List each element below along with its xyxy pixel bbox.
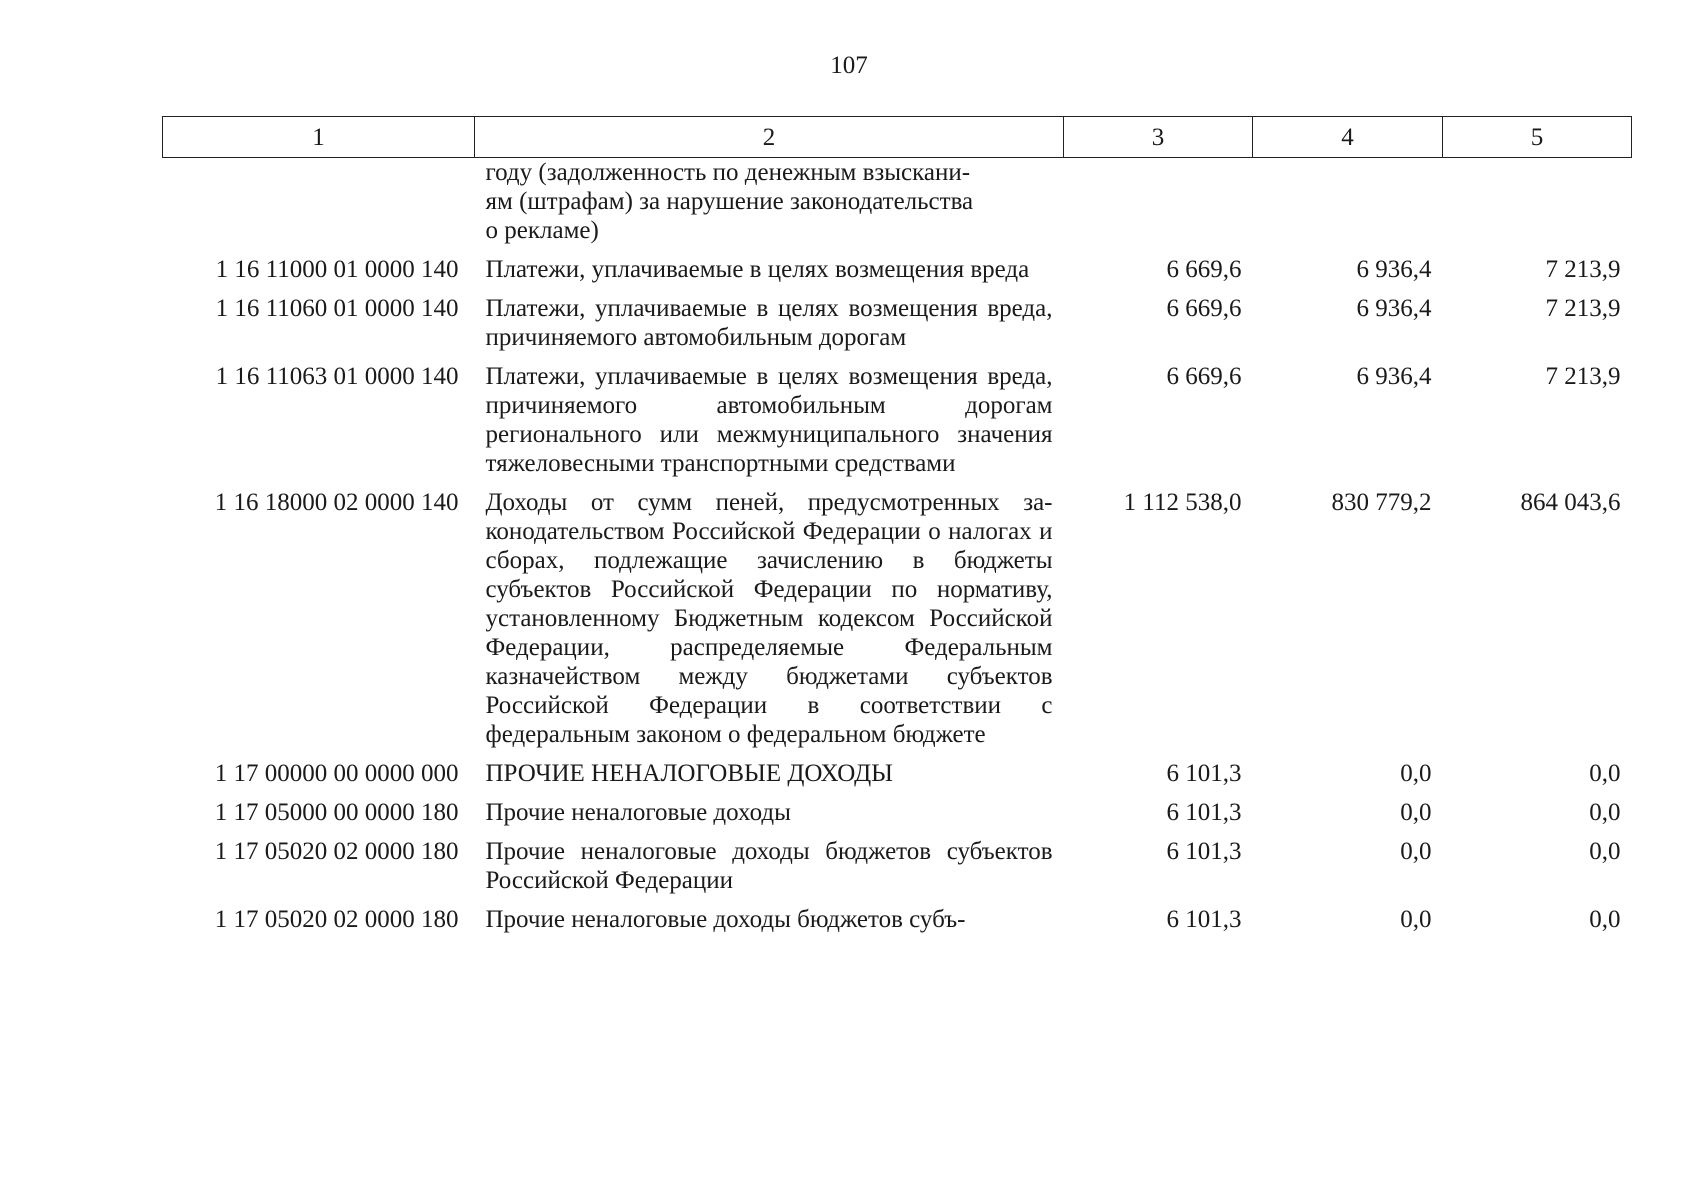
income-description: Платежи, уплачиваемые в целях возмещения вреда — [485, 256, 1030, 283]
value-col-4: 6 936,4 — [1356, 295, 1432, 322]
value-col-3: 6 669,6 — [1166, 295, 1242, 322]
table-row — [163, 289, 1632, 357]
income-description: ПРОЧИЕ НЕНАЛОГОВЫЕ ДОХОДЫ — [485, 760, 893, 787]
income-description: Доходы от сумм пеней, предусмотренных законодательством Российской Федерации о налогах и сборах, подлежащие зачислению в бюджеты субъектов Российской Федерации по нормативу, установленному Бюджетным кодексом Российской Федерации, распределяемые Федеральным казначейством между бюджетами субъектов Российской Федерации в соответствии с федеральным законом о федеральном бюджете — [485, 489, 1053, 748]
value-col-3: 6 101,3 — [1166, 799, 1242, 826]
value-col-5: 7 213,9 — [1545, 363, 1621, 390]
column-header-1: 1 — [163, 117, 475, 158]
budget-code: 1 16 11063 01 0000 140 — [215, 363, 459, 390]
budget-code: 1 16 18000 02 0000 140 — [214, 489, 459, 516]
budget-code: 1 17 05020 02 0000 180 — [214, 906, 459, 933]
table-row — [163, 793, 1632, 832]
value-col-4: 0,0 — [1400, 799, 1432, 826]
income-description: Прочие неналоговые доходы бюджетов субъектов Российской Федерации — [485, 838, 1053, 894]
column-header-4: 4 — [1253, 117, 1443, 158]
value-col-3: 6 669,6 — [1166, 363, 1242, 390]
column-header-5: 5 — [1443, 117, 1632, 158]
value-col-4 — [1253, 158, 1443, 251]
value-col-5: 0,0 — [1589, 906, 1621, 933]
value-col-5: 7 213,9 — [1545, 256, 1621, 283]
value-col-5: 0,0 — [1589, 760, 1621, 787]
budget-code: 1 16 11000 01 0000 140 — [215, 256, 459, 283]
income-description: Платежи, уплачиваемые в целях возмещения вреда, причиняемого автомобильным дорогам регионального или межмуниципального значения тяжеловесными транспортными средствами — [485, 363, 1053, 477]
value-col-3: 1 112 538,0 — [1123, 489, 1242, 516]
table-row — [163, 754, 1632, 793]
value-col-4: 6 936,4 — [1356, 256, 1432, 283]
income-description: году (задолженность по денежным взыскани- ям (штрафам) за нарушение законодательства о рекламе) — [485, 159, 974, 244]
budget-code: 1 17 05020 02 0000 180 — [214, 838, 459, 865]
value-col-3: 6 101,3 — [1166, 838, 1242, 865]
column-header-3: 3 — [1064, 117, 1253, 158]
value-col-4: 0,0 — [1400, 838, 1432, 865]
table-row — [163, 483, 1632, 754]
value-col-3: 6 101,3 — [1166, 760, 1242, 787]
page-number: 107 — [830, 52, 868, 79]
value-col-3: 6 669,6 — [1166, 256, 1242, 283]
table-row — [163, 158, 1632, 251]
budget-code — [163, 158, 475, 251]
budget-table — [162, 116, 1632, 939]
column-header-2: 2 — [475, 117, 1064, 158]
value-col-5: 0,0 — [1589, 838, 1621, 865]
income-description: Прочие неналоговые доходы — [485, 799, 791, 826]
table-row — [163, 357, 1632, 483]
budget-code: 1 17 00000 00 0000 000 — [214, 760, 459, 787]
table-row — [163, 250, 1632, 289]
value-col-4: 6 936,4 — [1356, 363, 1432, 390]
value-col-3 — [1064, 158, 1253, 251]
value-col-3: 6 101,3 — [1166, 906, 1242, 933]
value-col-4: 0,0 — [1400, 906, 1432, 933]
value-col-5: 864 043,6 — [1520, 489, 1621, 516]
value-col-5 — [1443, 158, 1632, 251]
value-col-4: 830 779,2 — [1331, 489, 1432, 516]
income-description: Прочие неналоговые доходы бюджетов субъ- — [485, 906, 966, 933]
budget-code: 1 17 05000 00 0000 180 — [214, 799, 459, 826]
table-header — [163, 117, 1632, 158]
value-col-5: 7 213,9 — [1545, 295, 1621, 322]
table-row — [163, 900, 1632, 939]
budget-code: 1 16 11060 01 0000 140 — [215, 295, 459, 322]
table-body — [163, 158, 1632, 940]
value-col-5: 0,0 — [1589, 799, 1621, 826]
value-col-4: 0,0 — [1400, 760, 1432, 787]
income-description: Платежи, уплачиваемые в целях возмещения вреда, причиняемого автомобильным дорогам — [485, 295, 1053, 351]
table-row — [163, 832, 1632, 900]
